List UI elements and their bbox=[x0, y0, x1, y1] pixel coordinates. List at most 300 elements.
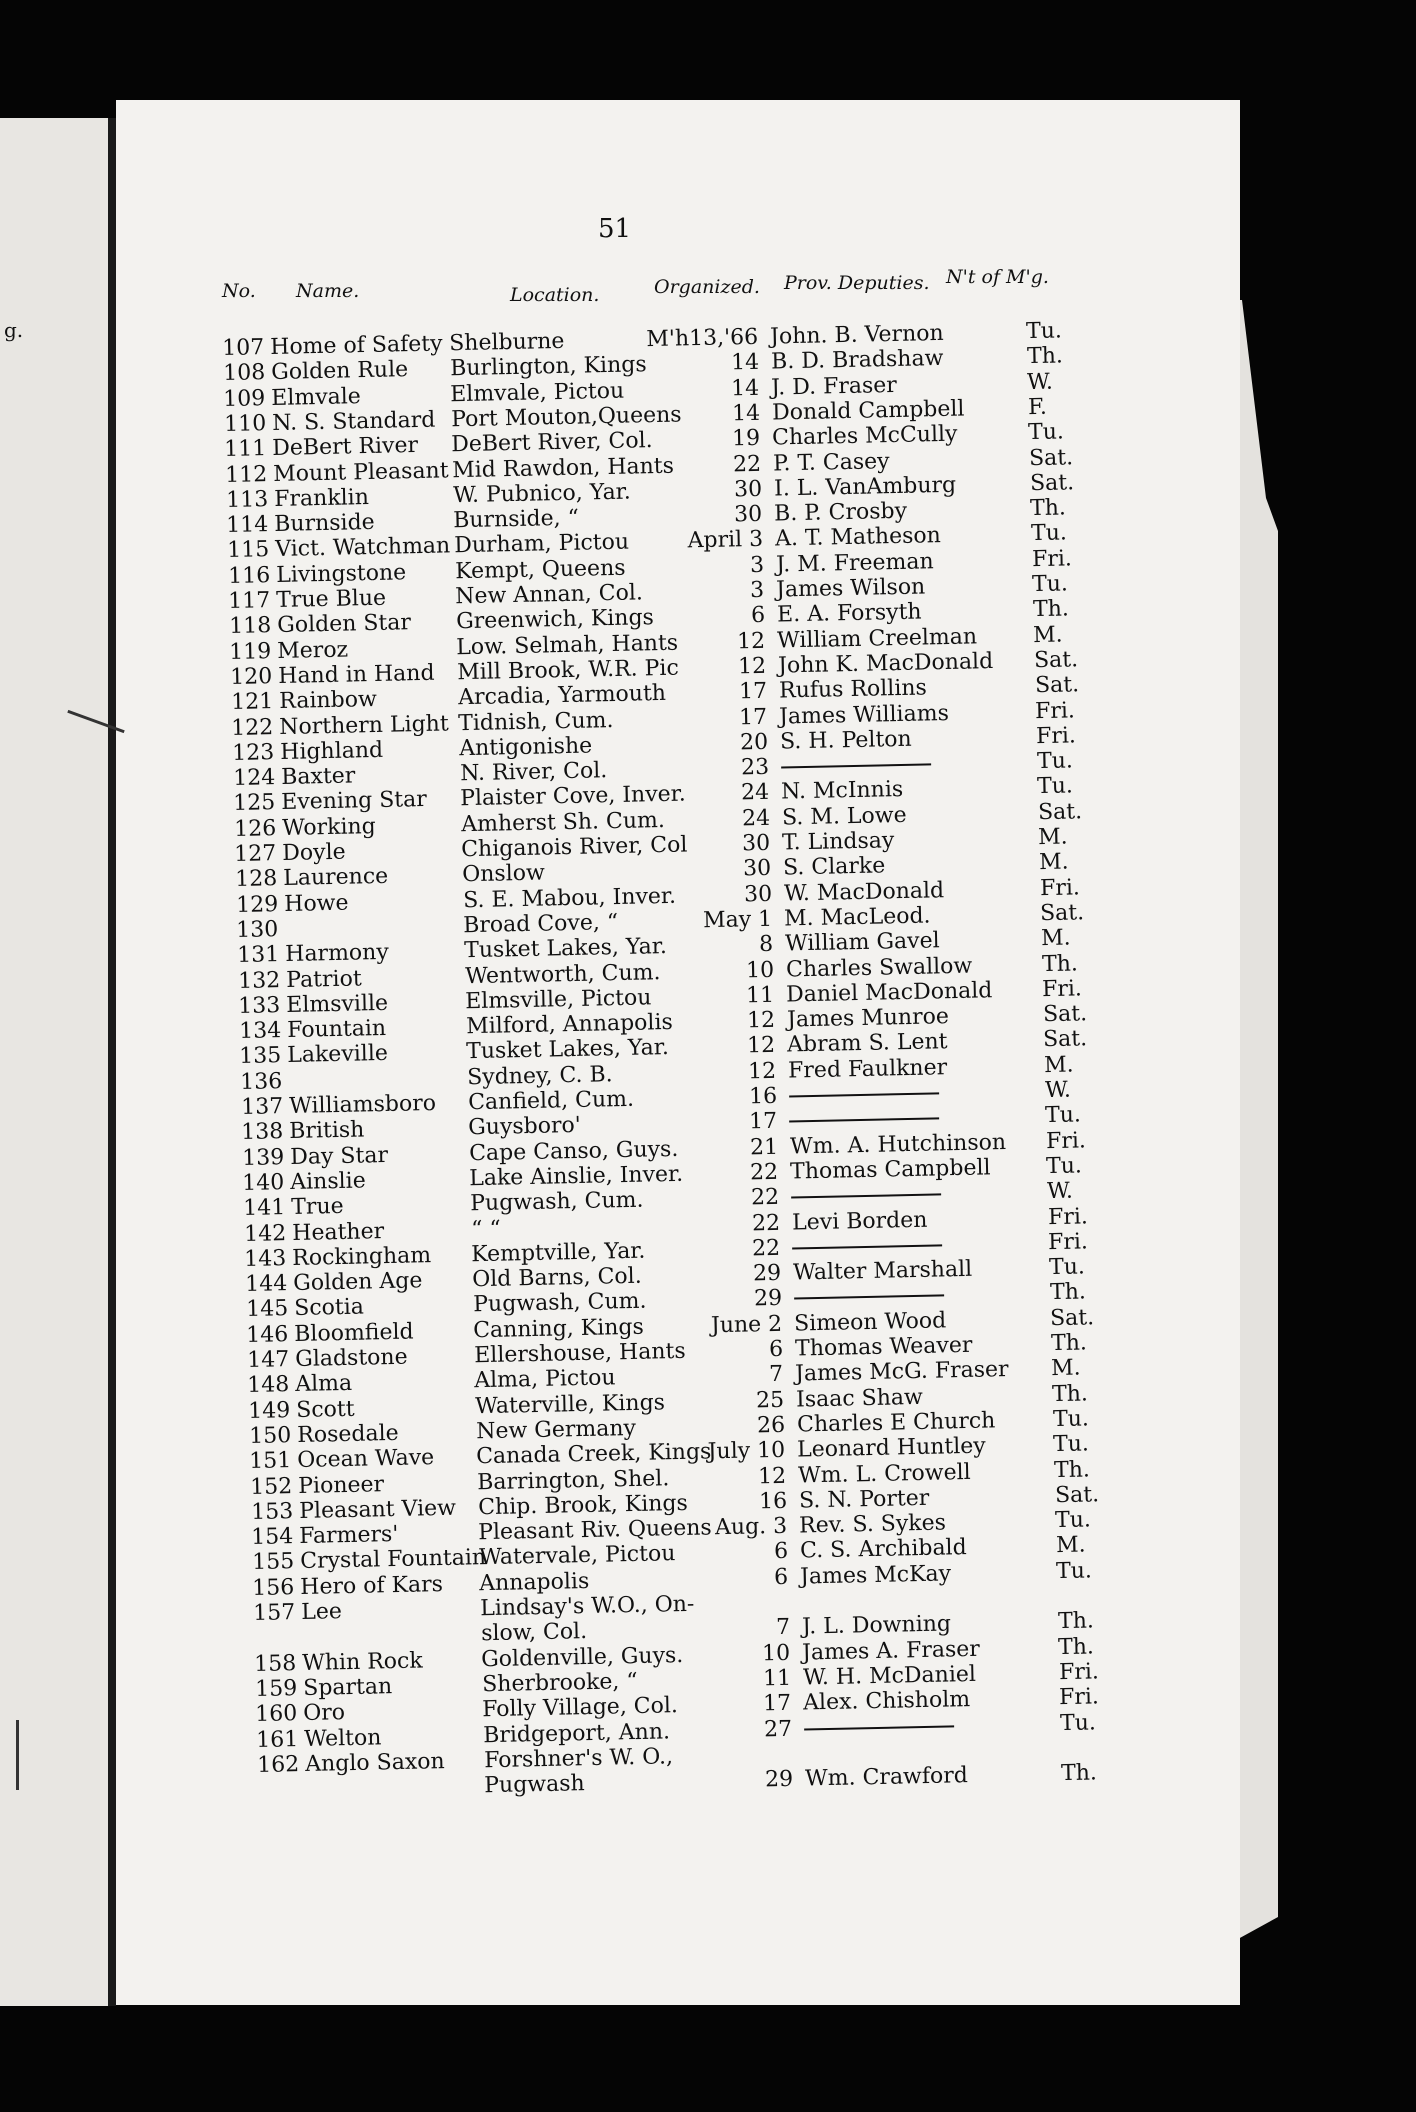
lodge-name: Day Star bbox=[289, 1142, 389, 1170]
row-number: 155 bbox=[251, 1549, 295, 1576]
meeting-night: W. bbox=[1046, 1178, 1074, 1205]
meeting-night: W. bbox=[1044, 1077, 1071, 1104]
meeting-night: Fri. bbox=[1035, 723, 1077, 749]
meeting-night: Fri. bbox=[1031, 546, 1072, 572]
lodge-location: Bridgeport, Ann. bbox=[483, 1718, 671, 1748]
lodge-name: Howe bbox=[283, 890, 349, 917]
row-number: 154 bbox=[251, 1524, 294, 1551]
organized-date: Aug. 3 bbox=[714, 1513, 788, 1541]
lodge-location: Tusket Lakes, Yar. bbox=[463, 934, 668, 964]
meeting-night: Tu. bbox=[1054, 1507, 1092, 1534]
deputy-name: Leonard Huntley bbox=[797, 1433, 987, 1463]
deputy-name: James McKay bbox=[800, 1561, 952, 1590]
organized-date: 30 bbox=[742, 830, 771, 857]
lodge-name: Lakeville bbox=[287, 1041, 389, 1069]
lodge-location: Elmsville, Pictou bbox=[465, 985, 652, 1015]
deputy-name: Isaac Shaw bbox=[795, 1384, 924, 1413]
lodge-name: Farmers' bbox=[299, 1522, 399, 1550]
lodge-name: Heather bbox=[291, 1218, 385, 1246]
lodge-location: Canfield, Cum. bbox=[467, 1086, 634, 1116]
organized-date: 29 bbox=[752, 1260, 782, 1287]
blank-rule bbox=[804, 1725, 954, 1730]
lodge-location: Arcadia, Yarmouth bbox=[457, 681, 666, 711]
lodge-location: Lake Ainslie, Inver. bbox=[469, 1161, 684, 1192]
row-number: 118 bbox=[228, 613, 272, 640]
left-page-fragment: g. bbox=[4, 318, 24, 342]
deputy-name: Abram S. Lent bbox=[787, 1029, 949, 1058]
row-number: 114 bbox=[226, 512, 269, 539]
lodge-location: Burnside, “ bbox=[453, 505, 580, 534]
deputy-name: James A. Fraser bbox=[802, 1636, 981, 1666]
meeting-night: M. bbox=[1055, 1532, 1086, 1559]
row-number: 146 bbox=[246, 1321, 289, 1348]
lodge-location: Goldenville, Guys. bbox=[481, 1642, 684, 1672]
lodge-name: Hero of Kars bbox=[300, 1571, 444, 1600]
row-number: 137 bbox=[240, 1094, 284, 1120]
lodge-name: Evening Star bbox=[281, 787, 428, 816]
lodge-name: Golden Star bbox=[276, 610, 411, 639]
row-number: 149 bbox=[248, 1397, 291, 1424]
lodge-name: Golden Rule bbox=[270, 357, 409, 386]
meeting-night: Sat. bbox=[1037, 798, 1083, 825]
lodge-location: “ “ bbox=[470, 1216, 501, 1242]
lodge-location: Antigonishe bbox=[458, 733, 593, 762]
lodge-name: N. S. Standard bbox=[271, 407, 436, 436]
book-gutter bbox=[108, 118, 116, 2006]
organized-date: 22 bbox=[750, 1159, 779, 1186]
header-location: Location. bbox=[510, 284, 600, 306]
meeting-night: Fri. bbox=[1059, 1684, 1100, 1711]
row-number: 129 bbox=[235, 891, 279, 918]
lodge-name: Welton bbox=[304, 1724, 382, 1752]
row-number: 141 bbox=[243, 1195, 286, 1222]
meeting-night: M. bbox=[1040, 925, 1071, 952]
meeting-night: Sat. bbox=[1033, 647, 1079, 674]
meeting-night: Sat. bbox=[1054, 1482, 1099, 1508]
deputy-name: Walter Marshall bbox=[792, 1256, 973, 1286]
lodge-location: S. E. Mabou, Inver. bbox=[462, 883, 676, 913]
organized-date: 16 bbox=[748, 1083, 777, 1110]
lodge-location: Cape Canso, Guys. bbox=[468, 1136, 679, 1166]
row-number: 134 bbox=[238, 1018, 282, 1045]
row-number: 127 bbox=[234, 841, 277, 867]
lodge-location: Forshner's W. O., bbox=[483, 1744, 673, 1774]
lodge-name: Baxter bbox=[280, 763, 356, 791]
organized-date: 29 bbox=[753, 1286, 782, 1312]
lodge-name: Fountain bbox=[286, 1016, 387, 1044]
deputy-name: J. D. Fraser bbox=[771, 372, 898, 401]
row-number: 153 bbox=[250, 1498, 294, 1525]
blank-rule bbox=[792, 1244, 942, 1249]
meeting-night: W. bbox=[1027, 369, 1054, 395]
deputy-name: James Munroe bbox=[786, 1004, 949, 1033]
lodge-location: Sherbrooke, “ bbox=[481, 1668, 638, 1698]
organized-date: 24 bbox=[741, 780, 770, 806]
row-number: 144 bbox=[244, 1271, 288, 1298]
meeting-night: Tu. bbox=[1053, 1431, 1090, 1458]
lodge-name: Patriot bbox=[285, 965, 362, 993]
lodge-location: Tidnish, Cum. bbox=[458, 707, 615, 736]
row-number: 151 bbox=[249, 1448, 292, 1475]
lodge-name: Pleasant View bbox=[298, 1495, 456, 1524]
deputy-name: Charles E Church bbox=[796, 1408, 996, 1438]
deputy-name: Simeon Wood bbox=[794, 1308, 947, 1337]
lodge-location: Burlington, Kings bbox=[449, 352, 647, 382]
lodge-location: Mid Rawdon, Hants bbox=[452, 453, 675, 483]
deputy-name: Wm. A. Hutchinson bbox=[789, 1129, 1007, 1160]
lodge-name: Scott bbox=[296, 1396, 355, 1423]
deputy-name: Thomas Weaver bbox=[794, 1332, 973, 1362]
lodge-location: Durham, Pictou bbox=[453, 529, 630, 559]
row-number: 150 bbox=[248, 1423, 292, 1449]
meeting-night: Th. bbox=[1051, 1381, 1089, 1407]
row-number: 136 bbox=[239, 1068, 283, 1095]
organized-date: 30 bbox=[734, 501, 763, 528]
deputy-name: J. M. Freeman bbox=[775, 548, 934, 578]
meeting-night: Th. bbox=[1053, 1456, 1091, 1483]
meeting-night: Th. bbox=[1058, 1634, 1095, 1660]
organized-date: 23 bbox=[740, 754, 769, 781]
organized-date: 22 bbox=[750, 1184, 780, 1211]
meeting-night: Sat. bbox=[1040, 900, 1085, 927]
row-number: 159 bbox=[254, 1676, 298, 1702]
lodge-location: Elmvale, Pictou bbox=[450, 378, 625, 407]
row-number: 143 bbox=[244, 1245, 287, 1272]
row-number: 142 bbox=[243, 1220, 287, 1247]
meeting-night: Fri. bbox=[1058, 1659, 1100, 1686]
organized-date: 3 bbox=[749, 552, 764, 578]
row-number: 120 bbox=[230, 664, 273, 690]
deputy-name: Rufus Rollins bbox=[778, 675, 927, 704]
lodge-location: Pugwash, Cum. bbox=[472, 1289, 647, 1318]
deputy-name: C. S. Archibald bbox=[799, 1535, 967, 1564]
deputy-name: E. A. Forsyth bbox=[776, 599, 922, 628]
lodge-name: True Blue bbox=[276, 585, 387, 613]
lodge-name: British bbox=[289, 1117, 365, 1145]
organized-date: 30 bbox=[743, 881, 773, 907]
lodge-name: Doyle bbox=[282, 839, 347, 866]
deputy-name: Wm. Crawford bbox=[805, 1763, 969, 1792]
lodge-location: New Germany bbox=[475, 1415, 636, 1445]
meeting-night: Sat. bbox=[1042, 1001, 1088, 1028]
organized-date: 17 bbox=[739, 704, 768, 730]
lodge-name: Spartan bbox=[302, 1674, 393, 1701]
meeting-night: Fri. bbox=[1048, 1229, 1089, 1255]
deputy-name: W. H. McDaniel bbox=[802, 1661, 977, 1691]
deputy-name: M. MacLeod. bbox=[784, 903, 932, 932]
lodge-location: Annapolis bbox=[479, 1568, 590, 1596]
deputy-name: John K. MacDonald bbox=[777, 648, 994, 679]
deputy-name: Charles McCully bbox=[772, 421, 959, 451]
lodge-name: Elmvale bbox=[271, 383, 362, 411]
row-number: 147 bbox=[246, 1347, 290, 1373]
organized-date: 17 bbox=[763, 1690, 792, 1717]
organized-date: 3 bbox=[750, 577, 765, 604]
deputy-name bbox=[789, 1106, 940, 1135]
margin-mark bbox=[16, 1720, 19, 1790]
lodge-name: Harmony bbox=[284, 940, 389, 968]
lodge-location: Onslow bbox=[461, 860, 546, 888]
row-number: 152 bbox=[249, 1473, 293, 1500]
meeting-night: Tu. bbox=[1036, 773, 1074, 800]
lodge-location: New Annan, Col. bbox=[455, 580, 644, 610]
meeting-night: Sat. bbox=[1043, 1026, 1088, 1053]
lodge-name: DeBert River bbox=[272, 433, 419, 462]
organized-date: 26 bbox=[756, 1412, 786, 1439]
lodge-location: Alma, Pictou bbox=[474, 1365, 617, 1394]
meeting-night: Tu. bbox=[1036, 748, 1073, 775]
deputy-name: Levi Borden bbox=[791, 1207, 928, 1236]
row-number: 130 bbox=[236, 917, 279, 943]
header-meeting: N't of M'g. bbox=[946, 266, 1049, 288]
meeting-night: Th. bbox=[1050, 1330, 1087, 1357]
organized-date: 10 bbox=[745, 957, 774, 983]
deputy-name: Daniel MacDonald bbox=[785, 978, 993, 1008]
header-name: Name. bbox=[296, 280, 360, 302]
lodge-location: Tusket Lakes, Yar. bbox=[466, 1035, 670, 1065]
row-number: 131 bbox=[236, 942, 280, 969]
blank-rule bbox=[789, 1118, 939, 1123]
organized-date: 12 bbox=[757, 1463, 787, 1489]
lodge-location: Low. Selmah, Hants bbox=[456, 630, 679, 660]
lodge-location: Chip. Brook, Kings bbox=[477, 1490, 688, 1521]
lodge-name: Rockingham bbox=[292, 1242, 432, 1271]
meeting-night: Sat. bbox=[1034, 672, 1080, 699]
organized-date: 6 bbox=[750, 603, 766, 629]
lodge-location: Kempt, Queens bbox=[454, 555, 626, 584]
page-number: 51 bbox=[598, 214, 632, 244]
organized-date: 19 bbox=[732, 425, 761, 452]
lodge-name: Hand in Hand bbox=[278, 660, 435, 689]
organized-date: 6 bbox=[768, 1336, 784, 1363]
organized-date: 20 bbox=[739, 729, 769, 756]
meeting-night: F. bbox=[1027, 394, 1048, 421]
lodge-location: Canada Creek, Kings bbox=[476, 1439, 712, 1470]
lodge-name: Meroz bbox=[277, 637, 349, 664]
deputy-name: Rev. S. Sykes bbox=[799, 1510, 947, 1539]
meeting-night: Sat. bbox=[1049, 1304, 1095, 1331]
row-number: 158 bbox=[254, 1650, 297, 1677]
lodge-location: slow, Col. bbox=[480, 1619, 587, 1647]
organized-date: 12 bbox=[737, 653, 767, 680]
lodge-location: Mill Brook, W.R. Pic bbox=[456, 655, 680, 686]
lodge-name: Anglo Saxon bbox=[304, 1748, 445, 1777]
row-number: 107 bbox=[222, 335, 265, 361]
blank-rule bbox=[794, 1295, 944, 1300]
organized-date: 30 bbox=[742, 856, 772, 882]
meeting-night: Tu. bbox=[1045, 1102, 1082, 1129]
lodge-location: DeBert River, Col. bbox=[451, 428, 654, 458]
lodge-name: Highland bbox=[279, 737, 384, 765]
lodge-name: Vict. Watchman bbox=[274, 533, 451, 563]
organized-date: June 2 bbox=[710, 1311, 783, 1338]
organized-date: 14 bbox=[731, 375, 760, 401]
deputy-name: B. P. Crosby bbox=[774, 498, 908, 527]
organized-date: May 1 bbox=[703, 906, 773, 934]
lodge-name: Gladstone bbox=[294, 1344, 408, 1372]
meeting-night: Sat. bbox=[1029, 470, 1075, 496]
row-number: 162 bbox=[256, 1751, 300, 1778]
lodge-location: Ellershouse, Hants bbox=[473, 1338, 686, 1369]
row-number: 124 bbox=[232, 765, 276, 792]
lodge-name: True bbox=[291, 1194, 344, 1221]
header-no: No. bbox=[222, 280, 256, 302]
row-number: 117 bbox=[228, 588, 271, 614]
row-number: 109 bbox=[223, 385, 266, 412]
organized-date: 21 bbox=[749, 1134, 779, 1160]
row-number: 108 bbox=[222, 360, 266, 387]
deputy-name: J. L. Downing bbox=[801, 1611, 951, 1640]
deputy-name: John. B. Vernon bbox=[769, 320, 944, 350]
row-number: 157 bbox=[253, 1600, 296, 1626]
meeting-night: Fri. bbox=[1039, 874, 1080, 901]
deputy-name: B. D. Bradshaw bbox=[770, 346, 944, 375]
meeting-night: Fri. bbox=[1035, 697, 1076, 724]
deputy-name: P. T. Casey bbox=[772, 448, 890, 477]
organized-date: M'h13,'66 bbox=[646, 324, 759, 353]
lodge-location: Pugwash bbox=[484, 1771, 586, 1799]
lodge-name: Laurence bbox=[283, 864, 389, 892]
organized-date: 17 bbox=[749, 1109, 778, 1135]
organized-date: 22 bbox=[751, 1210, 781, 1236]
meeting-night: Tu. bbox=[1048, 1254, 1086, 1281]
lodge-location: Old Barns, Col. bbox=[471, 1263, 642, 1293]
lodge-location: Greenwich, Kings bbox=[455, 605, 654, 635]
row-number: 148 bbox=[247, 1372, 290, 1399]
row-number: 110 bbox=[223, 411, 267, 437]
row-number: 160 bbox=[255, 1701, 298, 1728]
deputy-name: Wm. L. Crowell bbox=[797, 1459, 971, 1489]
meeting-night: Tu. bbox=[1025, 318, 1063, 345]
deputy-name: James Wilson bbox=[776, 574, 926, 603]
row-number: 122 bbox=[231, 714, 274, 741]
lodge-name: Livingstone bbox=[275, 559, 407, 588]
row-number: 140 bbox=[242, 1170, 285, 1196]
deputy-name: W. MacDonald bbox=[783, 877, 945, 907]
organized-date: 12 bbox=[747, 1058, 777, 1085]
organized-date: 10 bbox=[762, 1640, 791, 1666]
meeting-night: Th. bbox=[1030, 495, 1067, 522]
deputy-name: S. Clarke bbox=[782, 853, 886, 881]
deputy-name: William Creelman bbox=[777, 623, 978, 654]
deputy-name: A. T. Matheson bbox=[774, 523, 942, 552]
meeting-night: Tu. bbox=[1052, 1406, 1089, 1433]
meeting-night: Fri. bbox=[1047, 1203, 1088, 1230]
row-number: 138 bbox=[241, 1119, 284, 1146]
lodge-location: Pugwash, Cum. bbox=[470, 1187, 644, 1217]
row-number: 125 bbox=[233, 790, 276, 817]
meeting-night: Tu. bbox=[1046, 1153, 1083, 1180]
lodge-name: Franklin bbox=[273, 484, 369, 512]
meeting-night: Th. bbox=[1041, 950, 1078, 977]
organized-date: 7 bbox=[769, 1362, 784, 1388]
lodge-location: Port Mouton,Queens bbox=[450, 402, 682, 433]
meeting-night: Tu. bbox=[1059, 1709, 1097, 1736]
lodge-location: Amherst Sh. Cum. bbox=[460, 807, 665, 837]
organized-date: 16 bbox=[758, 1488, 787, 1515]
meeting-night: M. bbox=[1038, 824, 1069, 851]
organized-date: 17 bbox=[738, 678, 768, 705]
organized-date: 12 bbox=[737, 628, 766, 654]
row-number: 132 bbox=[237, 967, 281, 994]
organized-date: July 10 bbox=[707, 1437, 786, 1465]
header-organized: Organized. bbox=[654, 276, 760, 298]
organized-date: 22 bbox=[752, 1235, 781, 1262]
blank-rule bbox=[789, 1092, 939, 1097]
deputy-name: S. N. Porter bbox=[798, 1485, 930, 1514]
meeting-night: Fri. bbox=[1041, 976, 1083, 1002]
row-number: 115 bbox=[226, 537, 270, 564]
lodge-location: Waterville, Kings bbox=[474, 1389, 666, 1419]
deputy-name: James McG. Fraser bbox=[795, 1357, 1010, 1387]
deputy-name: S. H. Pelton bbox=[779, 726, 912, 755]
lodge-location: Chiganois River, Col bbox=[461, 832, 689, 863]
lodge-name: Northern Light bbox=[279, 710, 450, 740]
organized-date: 8 bbox=[758, 931, 774, 958]
meeting-night: Th. bbox=[1049, 1279, 1086, 1306]
lodge-location: W. Pubnico, Yar. bbox=[452, 479, 631, 509]
lodge-location: Plaister Cove, Inver. bbox=[460, 781, 687, 812]
lodge-name: Alma bbox=[295, 1371, 353, 1398]
deputy-name: James Williams bbox=[779, 700, 950, 730]
lodge-location: Milford, Annapolis bbox=[465, 1010, 673, 1040]
lodge-name: Lee bbox=[300, 1599, 343, 1625]
lodge-name: Burnside bbox=[274, 509, 376, 538]
row-number: 128 bbox=[235, 866, 278, 893]
organized-date: 14 bbox=[731, 400, 761, 427]
deputy-name bbox=[793, 1283, 944, 1312]
lodge-name: Crystal Fountain bbox=[299, 1545, 487, 1575]
organized-date: 14 bbox=[730, 350, 760, 376]
organized-date: 22 bbox=[732, 451, 762, 477]
deputy-name: William Gavel bbox=[784, 928, 940, 957]
lodge-name: Oro bbox=[303, 1700, 346, 1727]
blank-rule bbox=[781, 763, 931, 768]
header-deputies: Prov. Deputies. bbox=[784, 272, 930, 294]
lodge-name: Ainslie bbox=[290, 1168, 367, 1195]
lodge-name: Bloomfield bbox=[294, 1319, 415, 1347]
lodge-name: Golden Age bbox=[292, 1268, 423, 1297]
lodge-location: Watervale, Pictou bbox=[478, 1541, 676, 1571]
meeting-night: Th. bbox=[1057, 1608, 1094, 1635]
organized-date: 24 bbox=[741, 805, 771, 832]
lodge-location: Kemptville, Yar. bbox=[471, 1238, 646, 1268]
deputy-name bbox=[804, 1713, 955, 1742]
meeting-night: Fri. bbox=[1045, 1127, 1086, 1154]
lodge-location: Pleasant Riv. Queens bbox=[478, 1515, 713, 1546]
meeting-night: Sat. bbox=[1028, 444, 1074, 471]
lodge-name: Ocean Wave bbox=[297, 1445, 435, 1474]
lodge-name: Rosedale bbox=[296, 1420, 399, 1448]
row-number: 123 bbox=[231, 739, 275, 766]
lodge-location: Canning, Kings bbox=[473, 1314, 645, 1343]
lodge-name: Working bbox=[281, 813, 376, 841]
deputy-name: S. M. Lowe bbox=[781, 802, 907, 831]
lodge-location: Folly Village, Col. bbox=[482, 1693, 679, 1723]
organized-date: 27 bbox=[763, 1716, 793, 1742]
meeting-night: Tu. bbox=[1056, 1558, 1093, 1584]
row-number: 133 bbox=[238, 992, 281, 1019]
deputy-name: Thomas Campbell bbox=[790, 1155, 992, 1185]
organized-date: 29 bbox=[765, 1766, 794, 1793]
meeting-night: M. bbox=[1043, 1052, 1074, 1078]
lodge-location: Sydney, C. B. bbox=[466, 1061, 613, 1090]
organized-date: 6 bbox=[774, 1564, 789, 1590]
organized-date: 11 bbox=[745, 982, 775, 1009]
lodge-name: Mount Pleasant bbox=[273, 457, 449, 487]
meeting-night: Th. bbox=[1026, 343, 1063, 370]
meeting-night: Th. bbox=[1061, 1760, 1098, 1787]
